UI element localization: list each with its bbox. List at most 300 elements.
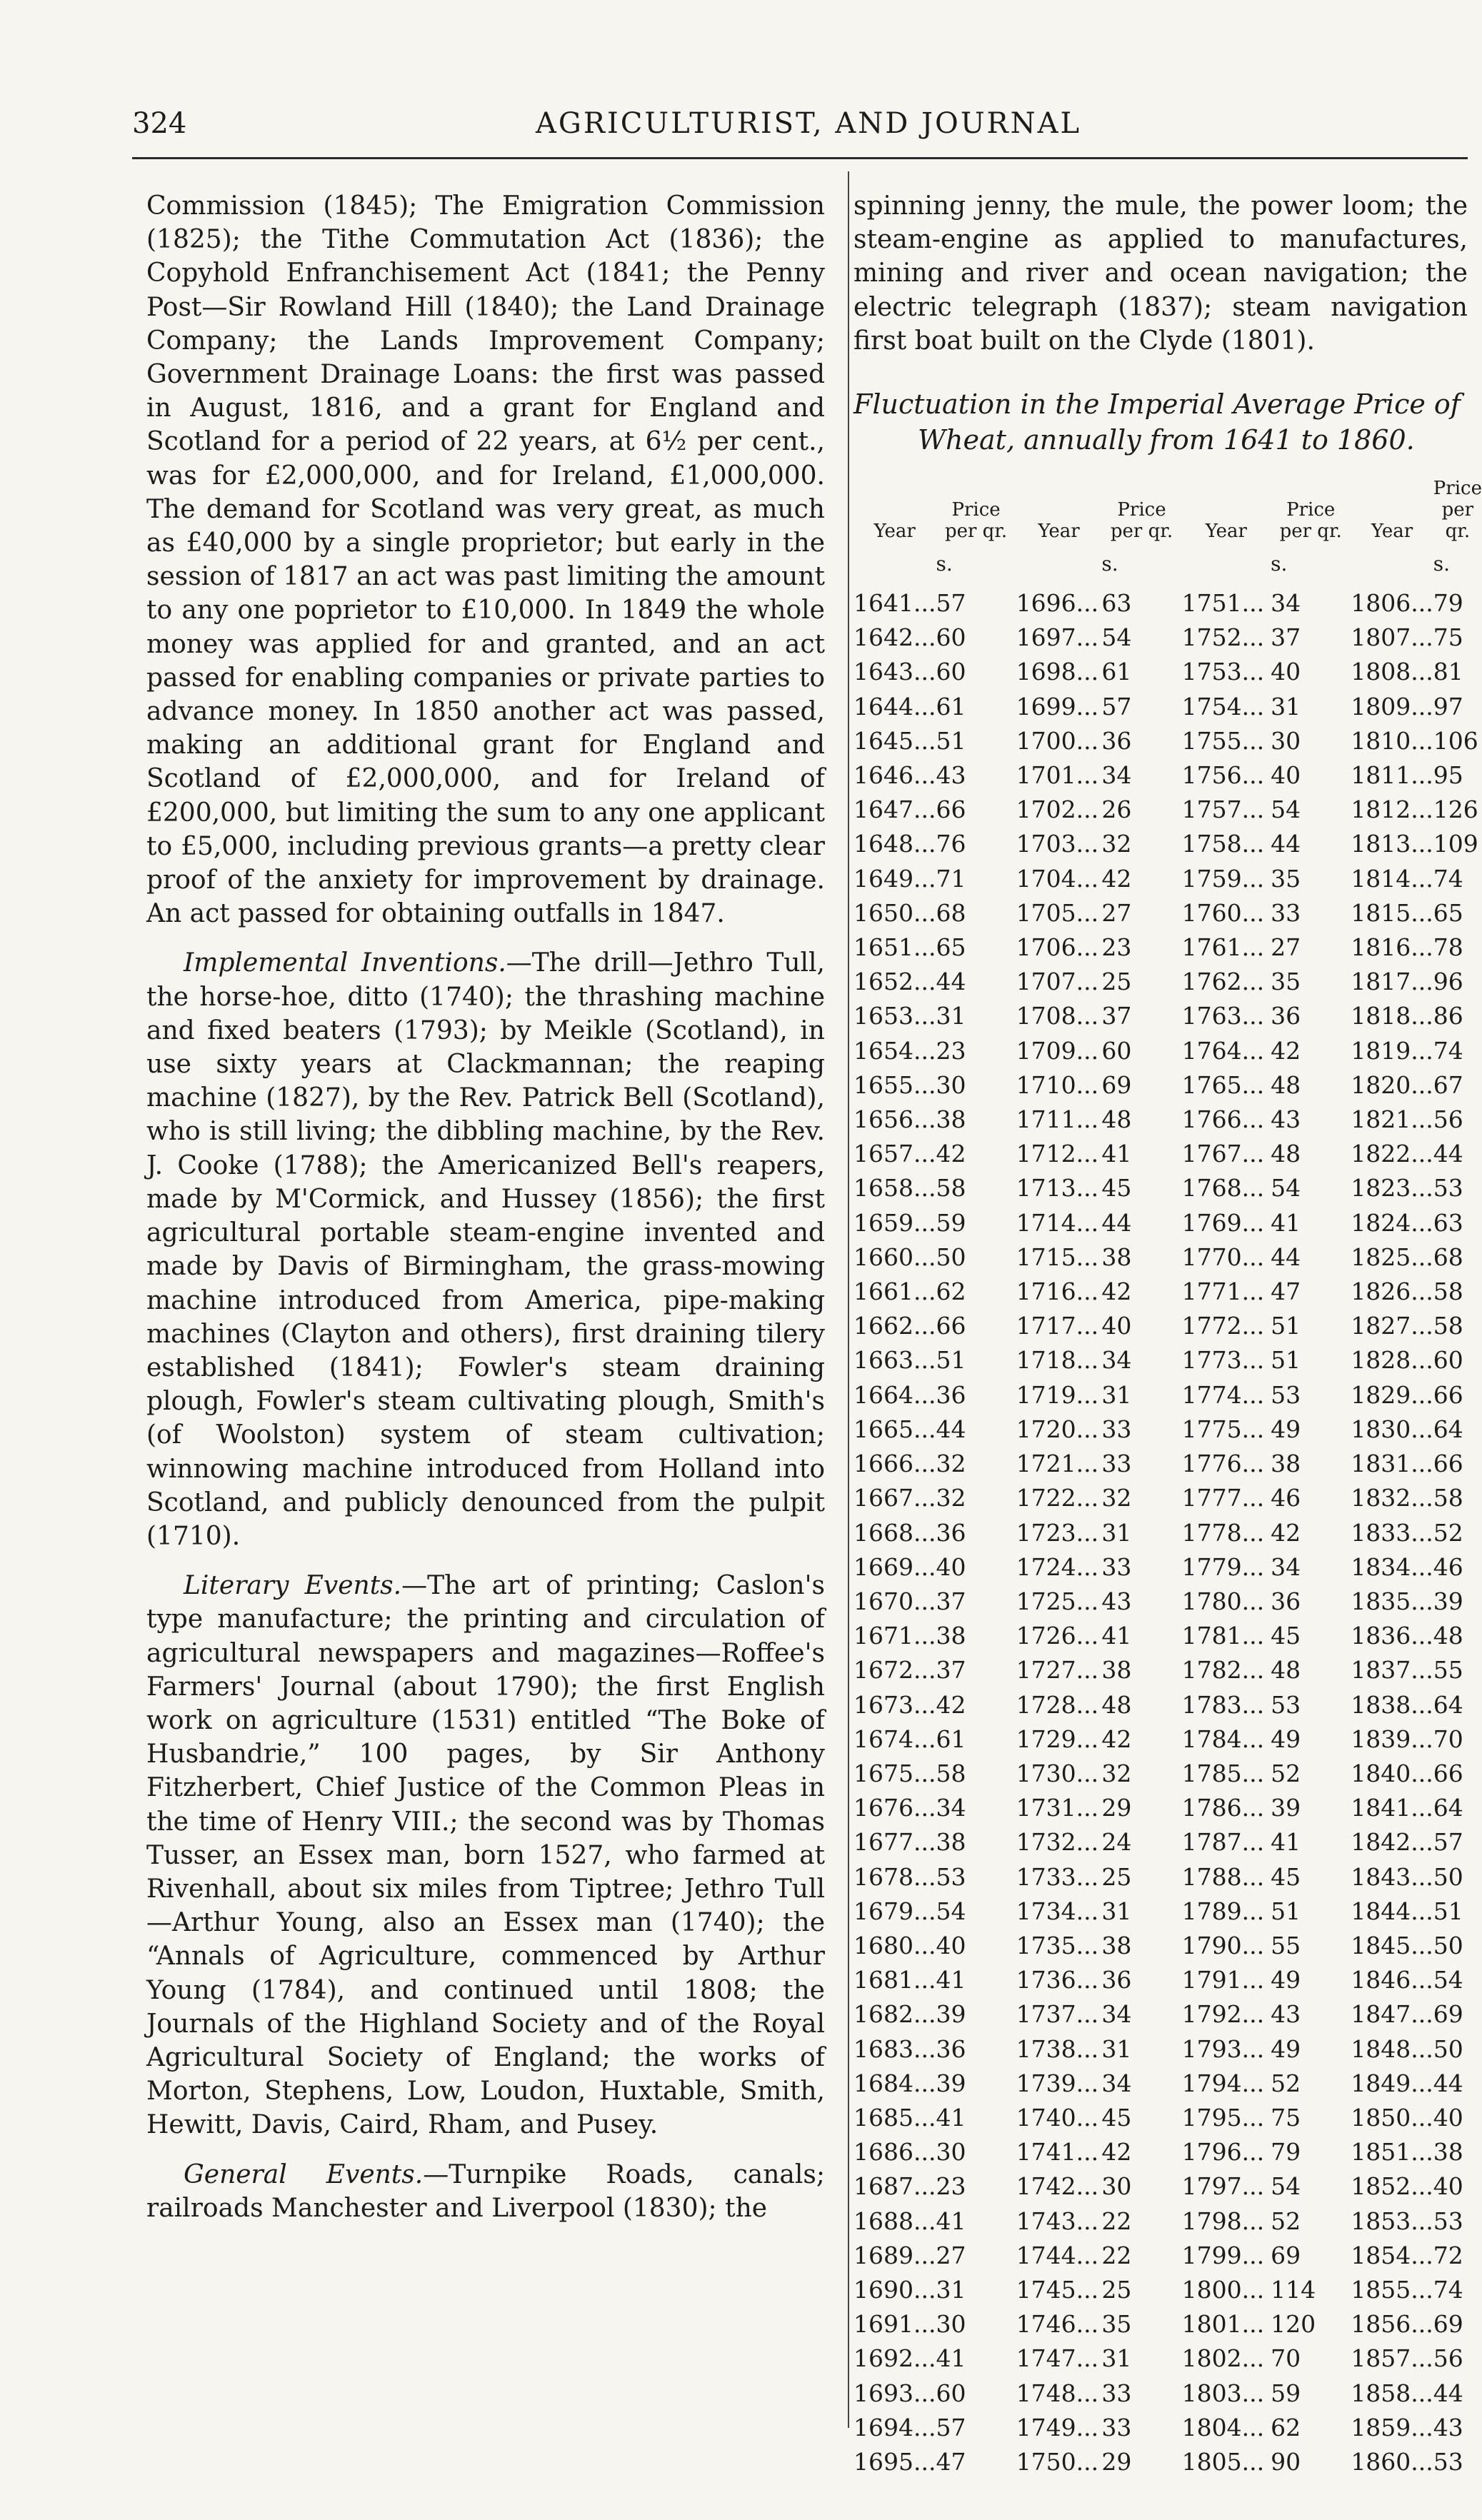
table-row [853,724,1482,758]
year-cell: 1847... [1351,2000,1433,2029]
year-cell: 1669... [853,1552,936,1581]
table-row [853,1619,1482,1653]
price-cell: 53 [1433,2207,1463,2235]
price-cell: 66 [1433,1380,1463,1409]
table-row [853,586,1482,621]
year-cell: 1684... [853,2069,936,2097]
column-header-year: Year [1205,521,1247,543]
year-cell: 1745... [1016,2275,1099,2304]
price-cell: 48 [1271,1070,1301,1099]
price-cell: 31 [1101,2344,1132,2373]
price-cell: 32 [1101,1759,1132,1787]
price-cell: 44 [1433,2379,1463,2407]
year-cell: 1716... [1016,1277,1099,1306]
year-cell: 1797... [1181,2172,1265,2201]
year-cell: 1727... [1016,1656,1099,1685]
price-cell: 31 [936,1002,966,1030]
price-cell: 51 [936,1346,966,1375]
price-cell: 32 [936,1484,966,1512]
year-cell: 1839... [1351,1725,1433,1753]
table-row [853,1929,1482,1963]
year-cell: 1768... [1181,1174,1265,1203]
year-cell: 1693... [853,2379,936,2407]
price-cell: 53 [1433,2447,1463,2476]
year-cell: 1644... [853,692,936,721]
paragraph-literary-events [146,1569,825,2142]
column-header-price: Price per qr. [1110,499,1173,543]
table-row [853,827,1482,861]
year-cell: 1731... [1016,1794,1099,1822]
price-cell: 42 [1101,2138,1132,2167]
price-cell: 49 [1271,1966,1301,1994]
paragraph-text: —The drill—Jethro Tull, the horse-hoe, ditto (1740); the thrashing machine and fixed beaters (1793); by Meikle (Scotland), in use sixty years at Clackmannan; the reaping machine (1827), by the Rev. Patrick Bell (Scotland), who is still living; the dibbling machine, by the Rev. J. Cooke (1788); the Americanized Bell's reapers, made by M'Cormick, and Hussey (1856); the first agricultural portable steam-engine invented and made by Davis of Birmingham, the grass-mowing machine introduced from America, pipe-making machines (Clayton and others), first draining tilery established (1841); Fowler's steam draining plough, Fowler's steam cultivating plough, Smith's (of Woolston) system of steam cultivation; winnowing machine introduced from Holland into Scotland, and publicly denounced from the pulpit (1710). [146,948,825,1551]
table-row [853,1275,1482,1309]
price-cell: 40 [1433,2103,1463,2132]
year-cell: 1703... [1016,830,1099,858]
price-cell: 50 [1433,1862,1463,1891]
table-row [853,1791,1482,1825]
year-cell: 1652... [853,968,936,996]
price-cell: 41 [1271,1208,1301,1237]
price-cell: 64 [1433,1415,1463,1443]
year-cell: 1677... [853,1828,936,1857]
year-cell: 1717... [1016,1312,1099,1340]
price-cell: 79 [1271,2138,1301,2167]
price-cell: 31 [936,2275,966,2304]
page-number: 324 [132,107,187,140]
year-cell: 1708... [1016,1002,1099,1030]
column-header-price: Price per qr. [1433,478,1482,543]
year-cell: 1665... [853,1415,936,1443]
year-cell: 1852... [1351,2172,1433,2201]
year-cell: 1779... [1181,1552,1265,1581]
year-cell: 1687... [853,2172,936,2201]
price-cell: 41 [1271,1828,1301,1857]
price-cell: 39 [1433,1587,1463,1615]
price-cell: 42 [1271,1518,1301,1547]
price-cell: 42 [936,1140,966,1168]
year-cell: 1659... [853,1208,936,1237]
price-cell: 43 [1101,1587,1132,1615]
table-header-row [853,478,1482,542]
price-cell: 56 [1433,1105,1463,1134]
price-cell: 44 [1271,1243,1301,1271]
price-cell: 31 [1101,1897,1132,1925]
year-cell: 1807... [1351,623,1433,652]
year-cell: 1747... [1016,2344,1099,2373]
year-cell: 1680... [853,1931,936,1959]
year-cell: 1662... [853,1312,936,1340]
price-cell: 54 [1271,2172,1301,2201]
year-cell: 1679... [853,1897,936,1925]
table-title-line-2: Wheat, annually from 1641 to 1860. [918,424,1415,456]
table-row [853,1171,1482,1205]
price-cell: 97 [1433,692,1463,721]
year-cell: 1802... [1181,2344,1265,2373]
table-row [853,1550,1482,1585]
price-cell: 45 [1101,2103,1132,2132]
year-cell: 1814... [1351,864,1433,893]
year-cell: 1694... [853,2413,936,2441]
unit-label: s. [1271,552,1288,576]
price-cell: 42 [1101,1725,1132,1753]
table-row [853,1412,1482,1447]
year-cell: 1728... [1016,1690,1099,1719]
price-cell: 62 [1271,2413,1301,2441]
price-cell: 58 [936,1174,966,1203]
price-cell: 69 [1433,2310,1463,2339]
price-cell: 31 [1271,692,1301,721]
column-divider [848,171,849,2428]
year-cell: 1799... [1181,2241,1265,2269]
year-cell: 1842... [1351,1828,1433,1857]
year-cell: 1820... [1351,1070,1433,1099]
table-row [853,2376,1482,2411]
table-row [853,1688,1482,1722]
year-cell: 1712... [1016,1140,1099,1168]
price-cell: 37 [1271,623,1301,652]
table-row [853,655,1482,689]
price-cell: 38 [936,1105,966,1134]
column-header-price: Price per qr. [1279,499,1342,543]
price-cell: 69 [1433,2000,1463,2029]
year-cell: 1670... [853,1587,936,1615]
year-cell: 1848... [1351,2034,1433,2063]
price-cell: 74 [1433,1036,1463,1065]
year-cell: 1810... [1351,726,1433,755]
year-cell: 1740... [1016,2103,1099,2132]
table-row [853,1206,1482,1240]
year-cell: 1651... [853,933,936,962]
section-heading: Implemental Inventions. [184,948,506,978]
price-cell: 106 [1433,726,1478,755]
year-cell: 1666... [853,1450,936,1478]
price-cell: 30 [936,2310,966,2339]
year-cell: 1859... [1351,2413,1433,2441]
right-column [853,189,1482,2479]
price-cell: 36 [1271,1587,1301,1615]
year-cell: 1681... [853,1966,936,1994]
year-cell: 1719... [1016,1380,1099,1409]
price-cell: 50 [1433,1931,1463,1959]
price-cell: 31 [1101,2034,1132,2063]
price-cell: 41 [1101,1140,1132,1168]
year-cell: 1713... [1016,1174,1099,1203]
year-cell: 1815... [1351,898,1433,927]
price-cell: 78 [1433,933,1463,962]
year-cell: 1696... [1016,589,1099,618]
year-cell: 1688... [853,2207,936,2235]
table-row [853,2341,1482,2376]
year-cell: 1775... [1181,1415,1265,1443]
year-cell: 1829... [1351,1380,1433,1409]
year-cell: 1771... [1181,1277,1265,1306]
unit-row [853,542,1482,586]
year-cell: 1736... [1016,1966,1099,1994]
year-cell: 1686... [853,2138,936,2167]
price-cell: 41 [936,1966,966,1994]
year-cell: 1645... [853,726,936,755]
table-row [853,2307,1482,2341]
price-cell: 37 [1101,1002,1132,1030]
price-cell: 37 [936,1656,966,1685]
year-cell: 1720... [1016,1415,1099,1443]
table-row [853,862,1482,896]
year-cell: 1817... [1351,968,1433,996]
price-cell: 41 [936,2103,966,2132]
year-cell: 1837... [1351,1656,1433,1685]
year-cell: 1781... [1181,1622,1265,1650]
year-cell: 1767... [1181,1140,1265,1168]
price-cell: 33 [1101,2413,1132,2441]
price-cell: 52 [1271,2207,1301,2235]
table-row [853,1481,1482,1515]
price-cell: 58 [1433,1312,1463,1340]
price-cell: 58 [936,1759,966,1787]
year-cell: 1851... [1351,2138,1433,2167]
price-cell: 120 [1271,2310,1316,2339]
price-cell: 30 [1271,726,1301,755]
price-cell: 90 [1271,2447,1301,2476]
price-cell: 23 [936,1036,966,1065]
price-cell: 42 [936,1690,966,1719]
year-cell: 1774... [1181,1380,1265,1409]
price-cell: 75 [1271,2103,1301,2132]
year-cell: 1714... [1016,1208,1099,1237]
year-cell: 1794... [1181,2069,1265,2097]
table-row [853,2445,1482,2479]
year-cell: 1854... [1351,2241,1433,2269]
year-cell: 1846... [1351,1966,1433,1994]
price-cell: 44 [1101,1208,1132,1237]
year-cell: 1772... [1181,1312,1265,1340]
paragraph-text: Commission (1845); The Emigration Commission (1825); the Tithe Commutation Act (1836); the Copyhold Enfranchisement Act (1841; the Penny Post—Sir Rowland Hill (1840); the Land Drainage Company; the Lands Improvement Company; Government Drainage Loans: the first was passed in August, 1816, and a grant for England and Scotland for a period of 22 years, at 6½ per cent., was for £2,000,000, and for Ireland, £1,000,000. The demand for Scotland was very great, as much as £40,000 by a single proprietor; but early in the session of 1817 an act was past limiting the amount to any one poprietor to £10,000. In 1849 the whole money was applied for and granted, and an act passed for enabling companies or private parties to advance money. In 1850 another act was passed, making an additional grant for England and Scotland of £2,000,000, and for Ireland of £200,000, but limiting the sum to any one applicant to £5,000, including previous grants—a pretty clear proof of the anxiety for improvement by drainage. An act passed for obtaining outfalls in 1847. [146,191,825,929]
price-cell: 30 [1101,2172,1132,2201]
year-cell: 1858... [1351,2379,1433,2407]
table-row [853,1997,1482,2032]
table-row [853,1309,1482,1343]
price-cell: 43 [1271,2000,1301,2029]
table-title [853,386,1468,458]
year-cell: 1819... [1351,1036,1433,1065]
year-cell: 1667... [853,1484,936,1512]
price-cell: 64 [1433,1794,1463,1822]
table-row [853,2135,1482,2169]
year-cell: 1804... [1181,2413,1265,2441]
price-cell: 38 [1271,1450,1301,1478]
year-cell: 1710... [1016,1070,1099,1099]
price-cell: 43 [1433,2413,1463,2441]
year-cell: 1739... [1016,2069,1099,2097]
table-row [853,1653,1482,1687]
price-cell: 39 [1271,1794,1301,1822]
year-cell: 1726... [1016,1622,1099,1650]
year-cell: 1701... [1016,761,1099,790]
year-cell: 1655... [853,1070,936,1099]
price-cell: 68 [1433,1243,1463,1271]
price-cell: 67 [1433,1070,1463,1099]
year-cell: 1729... [1016,1725,1099,1753]
year-cell: 1836... [1351,1622,1433,1650]
price-cell: 39 [936,2000,966,2029]
price-cell: 34 [936,1794,966,1822]
year-cell: 1676... [853,1794,936,1822]
left-column [146,189,825,2241]
year-cell: 1849... [1351,2069,1433,2097]
year-cell: 1758... [1181,830,1265,858]
price-cell: 25 [1101,1862,1132,1891]
year-cell: 1777... [1181,1484,1265,1512]
year-cell: 1751... [1181,589,1265,618]
year-cell: 1757... [1181,795,1265,824]
price-cell: 54 [1433,1966,1463,1994]
year-cell: 1663... [853,1346,936,1375]
table-row [853,2273,1482,2307]
price-cell: 53 [1433,1174,1463,1203]
year-cell: 1761... [1181,933,1265,962]
year-cell: 1773... [1181,1346,1265,1375]
price-cell: 65 [1433,898,1463,927]
table-row [853,1034,1482,1068]
year-cell: 1664... [853,1380,936,1409]
price-cell: 51 [1271,1346,1301,1375]
year-cell: 1811... [1351,761,1433,790]
year-cell: 1689... [853,2241,936,2269]
year-cell: 1828... [1351,1346,1433,1375]
price-cell: 51 [1271,1897,1301,1925]
table-row [853,758,1482,793]
year-cell: 1778... [1181,1518,1265,1547]
running-title: AGRICULTURIST, AND JOURNAL [536,107,1082,140]
year-cell: 1803... [1181,2379,1265,2407]
price-cell: 57 [1101,692,1132,721]
year-cell: 1738... [1016,2034,1099,2063]
price-cell: 69 [1271,2241,1301,2269]
year-cell: 1672... [853,1656,936,1685]
year-cell: 1764... [1181,1036,1265,1065]
price-cell: 27 [1101,898,1132,927]
table-row [853,2411,1482,2445]
year-cell: 1732... [1016,1828,1099,1857]
price-cell: 40 [1101,1312,1132,1340]
year-cell: 1812... [1351,795,1433,824]
price-cell: 57 [936,2413,966,2441]
year-cell: 1675... [853,1759,936,1787]
price-cell: 58 [1433,1277,1463,1306]
price-cell: 51 [1271,1312,1301,1340]
price-cell: 27 [936,2241,966,2269]
year-cell: 1825... [1351,1243,1433,1271]
price-cell: 34 [1271,1552,1301,1581]
price-cell: 47 [936,2447,966,2476]
price-cell: 52 [1433,1518,1463,1547]
price-cell: 66 [936,795,966,824]
year-cell: 1759... [1181,864,1265,893]
table-row [853,1343,1482,1377]
price-cell: 57 [936,589,966,618]
column-header-price: Price per qr. [944,499,1008,543]
year-cell: 1763... [1181,1002,1265,1030]
table-row [853,1894,1482,1929]
price-cell: 66 [1433,1450,1463,1478]
table-row [853,1860,1482,1894]
price-cell: 55 [1271,1931,1301,1959]
year-cell: 1658... [853,1174,936,1203]
header-rule [132,157,1468,159]
price-cell: 61 [936,692,966,721]
year-cell: 1730... [1016,1759,1099,1787]
year-cell: 1735... [1016,1931,1099,1959]
table-row [853,965,1482,999]
price-cell: 35 [1101,2310,1132,2339]
price-cell: 32 [1101,830,1132,858]
table-row [853,2204,1482,2239]
year-cell: 1770... [1181,1243,1265,1271]
price-cell: 41 [1101,1622,1132,1650]
price-cell: 35 [1271,864,1301,893]
year-cell: 1678... [853,1862,936,1891]
paragraph-commissions [146,189,825,930]
year-cell: 1838... [1351,1690,1433,1719]
year-cell: 1808... [1351,658,1433,686]
year-cell: 1830... [1351,1415,1433,1443]
year-cell: 1743... [1016,2207,1099,2235]
year-cell: 1823... [1351,1174,1433,1203]
paragraph-text: —The art of printing; Caslon's type manufacture; the printing and circulation of agricultural newspapers and magazines—Roffee's Farmers' Journal (about 1790); the first English work on agriculture (1531) entitled “The Boke of Husbandrie,” 100 pages, by Sir Anthony Fitzherbert, Chief Justice of the Common Pleas in the time of Henry VIII.; the second was by Thomas Tusser, an Essex man, born 1527, who farmed at Rivenhall, about six miles from Tiptree; Jethro Tull—Arthur Young, also an Essex man (1740); the “Annals of Agriculture, commenced by Arthur Young (1784), and continued until 1808; the Journals of the Highland Society and of the Royal Agricultural Society of England; the works of Morton, Stephens, Low, Loudon, Huxtable, Smith, Hewitt, Davis, Caird, Rham, and Pusey. [146,1571,825,2140]
year-cell: 1718... [1016,1346,1099,1375]
price-cell: 42 [1101,1277,1132,1306]
price-cell: 96 [1433,968,1463,996]
price-cell: 38 [1101,1243,1132,1271]
year-cell: 1661... [853,1277,936,1306]
price-cell: 70 [1271,2344,1301,2373]
year-cell: 1746... [1016,2310,1099,2339]
table-row [853,2067,1482,2101]
year-cell: 1654... [853,1036,936,1065]
price-cell: 36 [1101,726,1132,755]
year-cell: 1789... [1181,1897,1265,1925]
table-row [853,1068,1482,1103]
year-cell: 1818... [1351,1002,1433,1030]
price-cell: 68 [936,898,966,927]
year-cell: 1783... [1181,1690,1265,1719]
table-row [853,1137,1482,1171]
price-cell: 50 [1433,2034,1463,2063]
price-cell: 75 [1433,623,1463,652]
price-cell: 44 [936,968,966,996]
price-cell: 32 [936,1450,966,1478]
table-body [853,542,1482,2479]
paragraph-general-events [146,2158,825,2225]
price-cell: 36 [1271,1002,1301,1030]
page-header [132,107,1346,150]
price-cell: 45 [1271,1622,1301,1650]
table-row [853,1103,1482,1137]
price-cell: 48 [1271,1656,1301,1685]
year-cell: 1646... [853,761,936,790]
price-cell: 27 [1271,933,1301,962]
year-cell: 1649... [853,864,936,893]
price-cell: 52 [1271,1759,1301,1787]
year-cell: 1711... [1016,1105,1099,1134]
year-cell: 1641... [853,589,936,618]
price-cell: 37 [936,1587,966,1615]
year-cell: 1650... [853,898,936,927]
table-row [853,1722,1482,1757]
price-cell: 30 [936,1070,966,1099]
year-cell: 1835... [1351,1587,1433,1615]
continued-paragraph: spinning jenny, the mule, the power loom; the steam-engine as applied to manufactures, mining and river and ocean navigation; the electric telegraph (1837); steam navigation first boat built on the Clyde (1801). [853,191,1468,356]
